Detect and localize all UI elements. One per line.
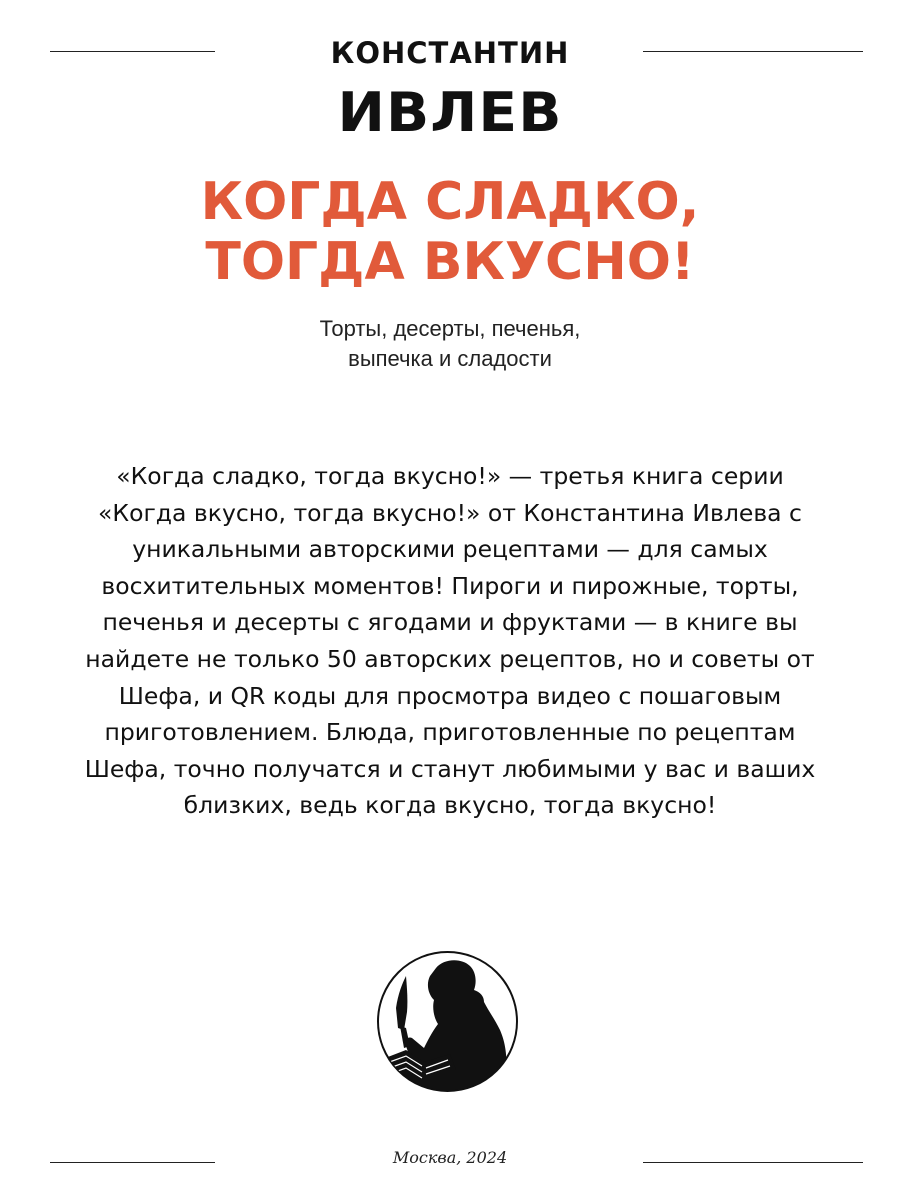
book-subtitle-line-1: Торты, десерты, печенья,: [319, 316, 581, 341]
book-subtitle: [0, 314, 900, 374]
book-title-line-2: ТОГДА ВКУСНО!: [205, 232, 695, 292]
book-title: [0, 172, 900, 292]
book-title-line-1: КОГДА СЛАДКО,: [200, 172, 700, 232]
book-description: «Когда сладко, тогда вкусно!» — третья книга серии «Когда вкусно, тогда вкусно!» от Константина Ивлева с уникальными авторскими рецептами — для самых восхитительных моментов! Пироги и пирожные, торты, печенья и десерты с ягодами и фруктами — в книге вы найдете не только 50 авторских рецептов, но и советы от Шефа, и QR коды для просмотра видео с пошаговым приготовлением. Блюда, приготовленные по рецептам Шефа, точно получатся и станут любимыми у вас и ваших близких, ведь когда вкусно, тогда вкусно!: [84, 462, 816, 820]
publisher-imprint: Москва, 2024: [392, 1148, 508, 1167]
author-last-name: ИВЛЕВ: [337, 81, 563, 144]
bottom-right-rule: [643, 1162, 863, 1163]
book-subtitle-line-2: выпечка и сладости: [348, 346, 552, 371]
bottom-left-rule: [50, 1162, 215, 1163]
author-first-name: КОНСТАНТИН: [330, 36, 570, 70]
publisher-logo-icon: [376, 950, 519, 1093]
